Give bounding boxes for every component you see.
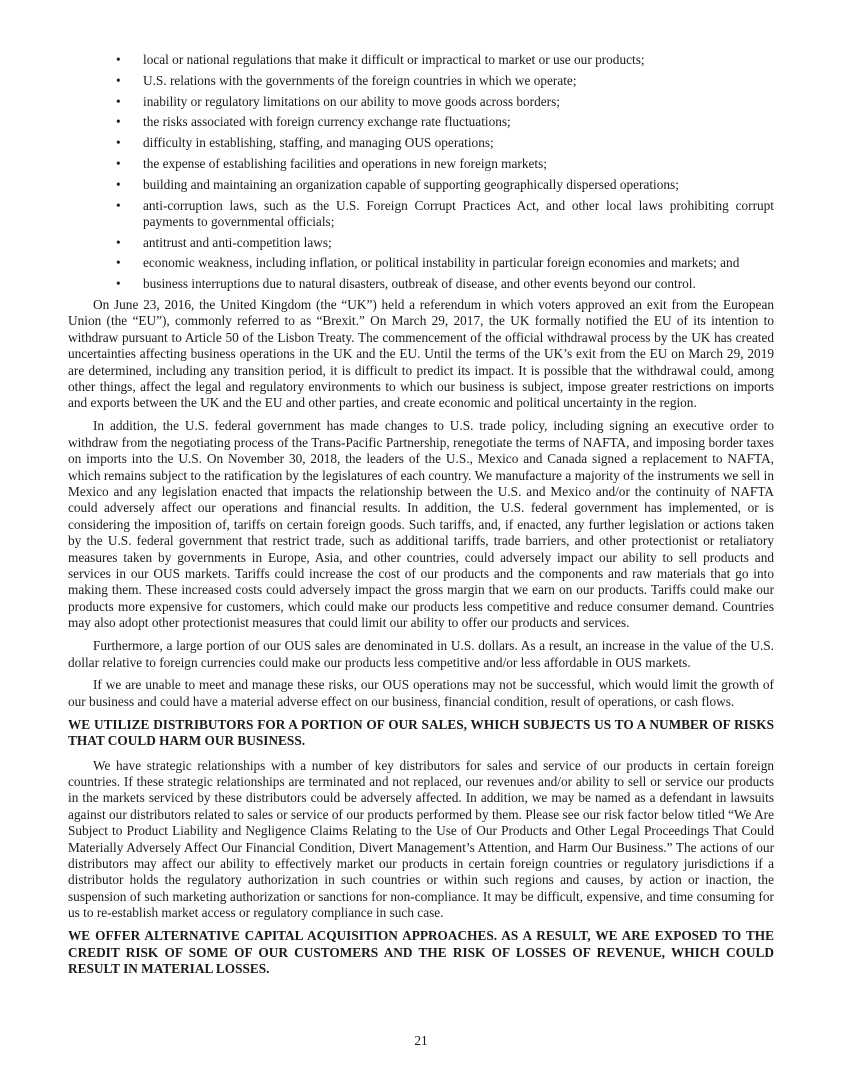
risk-bullet-list (68, 52, 774, 292)
distributors-paragraph: We have strategic relationships with a number of key distributors for sales and service of our products in certain foreign countries. If these strategic relationships are terminated and not replaced, our revenues and/or ability to sell or service our products in the markets serviced by these distributors could be adversely affected. In addition, we may be named as a defendant in lawsuits against our distributors related to sales or service of our products performed by them. Please see our risk factor below titled “We Are Subject to Product Liability and Negligence Claims Relating to the Use of Our Products and Other Legal Proceedings That Could Materially Adversely Affect Our Financial Condition, Divert Management’s Attention, and Harm Our Business.” The actions of our distributors may affect our ability to effectively market our products in certain foreign countries or regulatory jurisdictions if a distributor holds the regulatory authorization in such countries or within such regions and causes, by action or inaction, the suspension of such marketing authorization or sanctions for non-compliance. It may be difficult, expensive, and time consuming for us to re-establish market access or regulatory compliance in such case. (68, 757, 774, 921)
list-item (68, 94, 774, 110)
trade-policy-paragraph: In addition, the U.S. federal government has made changes to U.S. trade policy, including signing an executive order to withdraw from the negotiating process of the Trans-Pacific Partnership, renegotiate the terms of NAFTA, and imposing border taxes on imports into the U.S. On November 30, 2018, the leaders of the U.S., Mexico and Canada signed a replacement to NAFTA, which remains subject to the ratification by the legislatures of each country. We manufacture a majority of the instruments we sell in Mexico and any legislation enacted that impacts the relationship between the U.S. and Mexico and/or the continuity of NAFTA could adversely affect our operations and financial results. In addition, the U.S. federal government has implemented, or is considering the imposition of, tariffs on certain foreign goods. Such tariffs, and, if enacted, any further legislation or actions taken by the U.S. federal government that restrict trade, such as additional tariffs, trade barriers, and other protectionist or retaliatory measures taken by governments in Europe, Asia, and other countries, could adversely impact our ability to sell products and services in our OUS markets. Tariffs could increase the cost of our products and the components and raw materials that go into making them. These increased costs could adversely impact the gross margin that we earn on our products. Tariffs could make our products more expensive for customers, which could make our products less competitive and reduce consumer demand. Countries may also adopt other protectionist measures that could limit our ability to offer our products and services. (68, 418, 774, 631)
list-item (68, 255, 774, 271)
bullet-text: the expense of establishing facilities and operations in new foreign markets; (143, 155, 547, 171)
page-number: 21 (414, 1033, 428, 1048)
bullet-text: building and maintaining an organization capable of supporting geographically dispersed operations; (143, 176, 679, 192)
bullet-text: anti-corruption laws, such as the U.S. Foreign Corrupt Practices Act, and other local laws prohibiting corrupt payments to governmental officials; (143, 197, 774, 229)
bullet-icon: • (116, 135, 121, 151)
bullet-icon: • (116, 197, 121, 213)
bullet-icon: • (116, 176, 121, 192)
list-item (68, 177, 774, 193)
distributors-heading: WE UTILIZE DISTRIBUTORS FOR A PORTION OF OUR SALES, WHICH SUBJECTS US TO A NUMBER OF RISKS THAT COULD HARM OUR BUSINESS. (68, 716, 774, 749)
currency-paragraph: Furthermore, a large portion of our OUS sales are denominated in U.S. dollars. As a result, an increase in the value of the U.S. dollar relative to foreign currencies could make our products less competitive and/or less affordable in OUS markets. (68, 638, 774, 670)
bullet-icon: • (116, 72, 121, 88)
ous-risk-paragraph: If we are unable to meet and manage these risks, our OUS operations may not be successful, which would limit the growth of our business and could have a material adverse effect on our business, financial condition, result of operations, or cash flows. (68, 677, 774, 709)
bullet-icon: • (116, 255, 121, 271)
list-item (68, 73, 774, 89)
bullet-text: difficulty in establishing, staffing, and managing OUS operations; (143, 135, 494, 151)
bullet-text: the risks associated with foreign currency exchange rate fluctuations; (143, 114, 511, 130)
bullet-text: local or national regulations that make it difficult or impractical to market or use our products; (143, 52, 645, 67)
capital-acquisition-heading: WE OFFER ALTERNATIVE CAPITAL ACQUISITION APPROACHES. AS A RESULT, WE ARE EXPOSED TO THE CREDIT RISK OF SOME OF OUR CUSTOMERS AND THE RISK OF LOSSES OF REVENUE, WHICH COULD RESULT IN MATERIAL LOSSES. (68, 928, 774, 976)
list-item (68, 276, 774, 292)
bullet-icon: • (116, 155, 121, 171)
bullet-text: inability or regulatory limitations on our ability to move goods across borders; (143, 93, 560, 109)
bullet-icon: • (116, 52, 121, 67)
bullet-icon: • (116, 234, 121, 250)
brexit-paragraph: On June 23, 2016, the United Kingdom (the “UK”) held a referendum in which voters approved an exit from the European Union (the “EU”), commonly referred to as “Brexit.” On March 29, 2017, the UK formally notified the EU of its intention to withdraw pursuant to Article 50 of the Lisbon Treaty. The commencement of the official withdrawal process by the UK has created uncertainties affecting business operations in the UK and the EU. Until the terms of the UK’s exit from the EU on March 29, 2019 are determined, including any transition period, it is difficult to predict its impact. It is possible that the withdrawal could, among other things, affect the legal and regulatory environments to which our business is subject, impose greater restrictions on imports and exports between the UK and the EU and other parties, and create economic and political uncertainty in the region. (68, 296, 774, 411)
bullet-text: economic weakness, including inflation, or political instability in particular foreign economies and markets; and (143, 255, 740, 271)
list-item (68, 114, 774, 130)
list-item (68, 52, 774, 68)
bullet-icon: • (116, 114, 121, 130)
list-item (68, 156, 774, 172)
bullet-text: business interruptions due to natural disasters, outbreak of disease, and other events beyond our control. (143, 276, 696, 292)
list-item (68, 135, 774, 151)
document-page (68, 52, 774, 985)
bullet-text: U.S. relations with the governments of the foreign countries in which we operate; (143, 72, 577, 88)
bullet-icon: • (116, 276, 121, 292)
bullet-icon: • (116, 93, 121, 109)
bullet-text: antitrust and anti-competition laws; (143, 234, 332, 250)
list-item (68, 198, 774, 230)
list-item (68, 235, 774, 251)
